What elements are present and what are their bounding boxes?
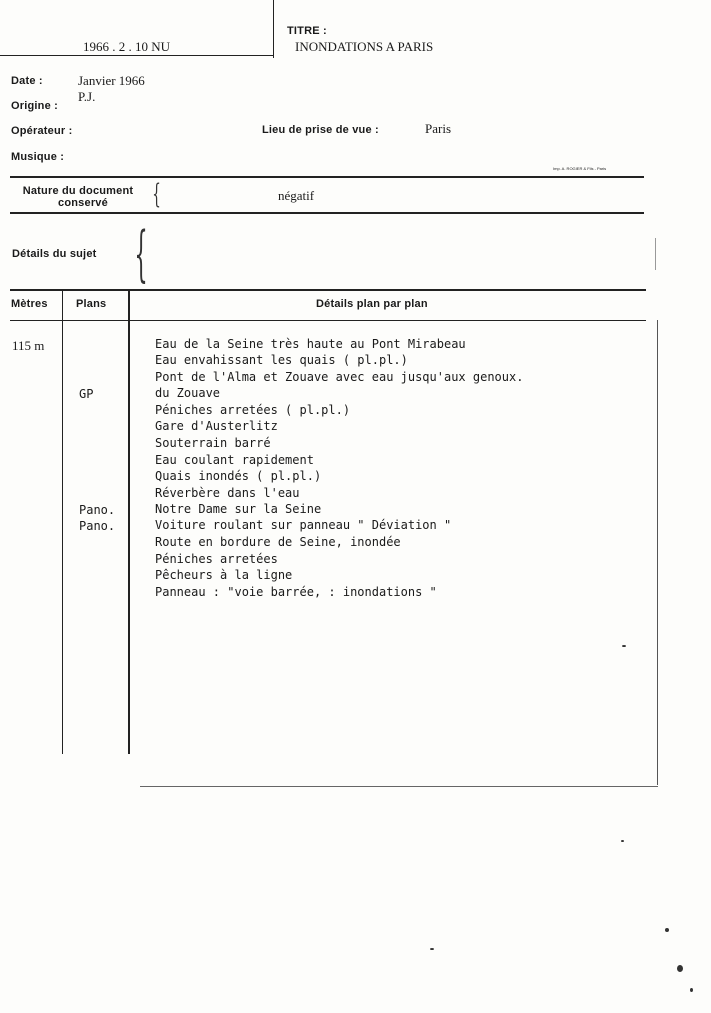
titre-value: INONDATIONS A PARIS	[295, 39, 434, 54]
scan-speck	[677, 965, 683, 972]
detail-line: Pêcheurs à la ligne	[155, 568, 293, 582]
nature-label-line1: Nature du document	[22, 185, 134, 197]
rule-table-bottom	[140, 786, 658, 787]
scan-speck	[665, 928, 669, 932]
margin-tick-right	[655, 238, 656, 270]
scan-speck	[621, 840, 624, 842]
plan-label: Pano.	[79, 503, 116, 517]
right-border	[657, 320, 658, 785]
titre-label: TITRE :	[287, 25, 327, 37]
musique-label: Musique :	[11, 151, 65, 163]
origine-label: Origine :	[11, 100, 59, 112]
date-value: Janvier 1966	[78, 73, 145, 88]
plan-label: GP	[79, 387, 94, 401]
header-divider	[273, 0, 274, 58]
detail-line: Péniches arretées ( pl.pl.)	[155, 403, 351, 417]
operateur-label: Opérateur :	[11, 125, 73, 137]
detail-line: Notre Dame sur la Seine	[155, 502, 322, 516]
plan-label: Pano.	[79, 519, 116, 533]
rule-header-bottom	[10, 320, 646, 321]
details-sujet-label: Détails du sujet	[12, 248, 97, 260]
detail-line: Eau coulant rapidement	[155, 453, 314, 467]
header-details: Détails plan par plan	[316, 298, 428, 310]
header-plans: Plans	[76, 298, 107, 310]
detail-line: Panneau : "voie barrée, : inondations "	[155, 585, 437, 599]
detail-line: Péniches arretées	[155, 552, 278, 566]
scan-speck	[622, 645, 626, 647]
detail-line: Pont de l'Alma et Zouave avec eau jusqu'aux genoux.	[155, 370, 524, 384]
scan-speck	[430, 948, 434, 950]
rule-nature-top	[10, 176, 644, 178]
nature-value: négatif	[278, 188, 315, 203]
detail-line: Eau envahissant les quais ( pl.pl.)	[155, 353, 408, 367]
nature-brace: {	[152, 179, 161, 210]
rule-table-top	[10, 289, 646, 291]
detail-line: Eau de la Seine très haute au Pont Mirabeau	[155, 337, 466, 351]
nature-label-line2: conservé	[58, 197, 108, 209]
detail-line: Gare d'Austerlitz	[155, 419, 278, 433]
detail-line: Voiture roulant sur panneau " Déviation "	[155, 518, 452, 532]
rule-nature-bottom	[10, 212, 644, 214]
header-underline	[0, 55, 274, 56]
origine-value: P.J.	[78, 89, 96, 104]
detail-line: Réverbère dans l'eau	[155, 486, 300, 500]
printer-credit: Imp. A. ROGIER & Fils - Paris	[553, 166, 607, 171]
detail-line: Quais inondés ( pl.pl.)	[155, 469, 322, 483]
details-sujet-brace: {	[134, 219, 148, 289]
detail-line: Souterrain barré	[155, 436, 271, 450]
detail-line: Route en bordure de Seine, inondée	[155, 535, 401, 549]
column-divider-2	[128, 291, 130, 754]
metres-value: 115 m	[12, 338, 45, 353]
reference-number: 1966 . 2 . 10 NU	[83, 39, 171, 54]
header-metres: Mètres	[11, 298, 48, 310]
nature-label	[11, 185, 145, 209]
lieu-label: Lieu de prise de vue :	[262, 124, 379, 136]
date-label: Date :	[11, 75, 43, 87]
lieu-value: Paris	[425, 121, 451, 136]
detail-line: du Zouave	[155, 386, 221, 400]
column-divider-1	[62, 291, 63, 754]
scan-speck	[690, 988, 693, 992]
